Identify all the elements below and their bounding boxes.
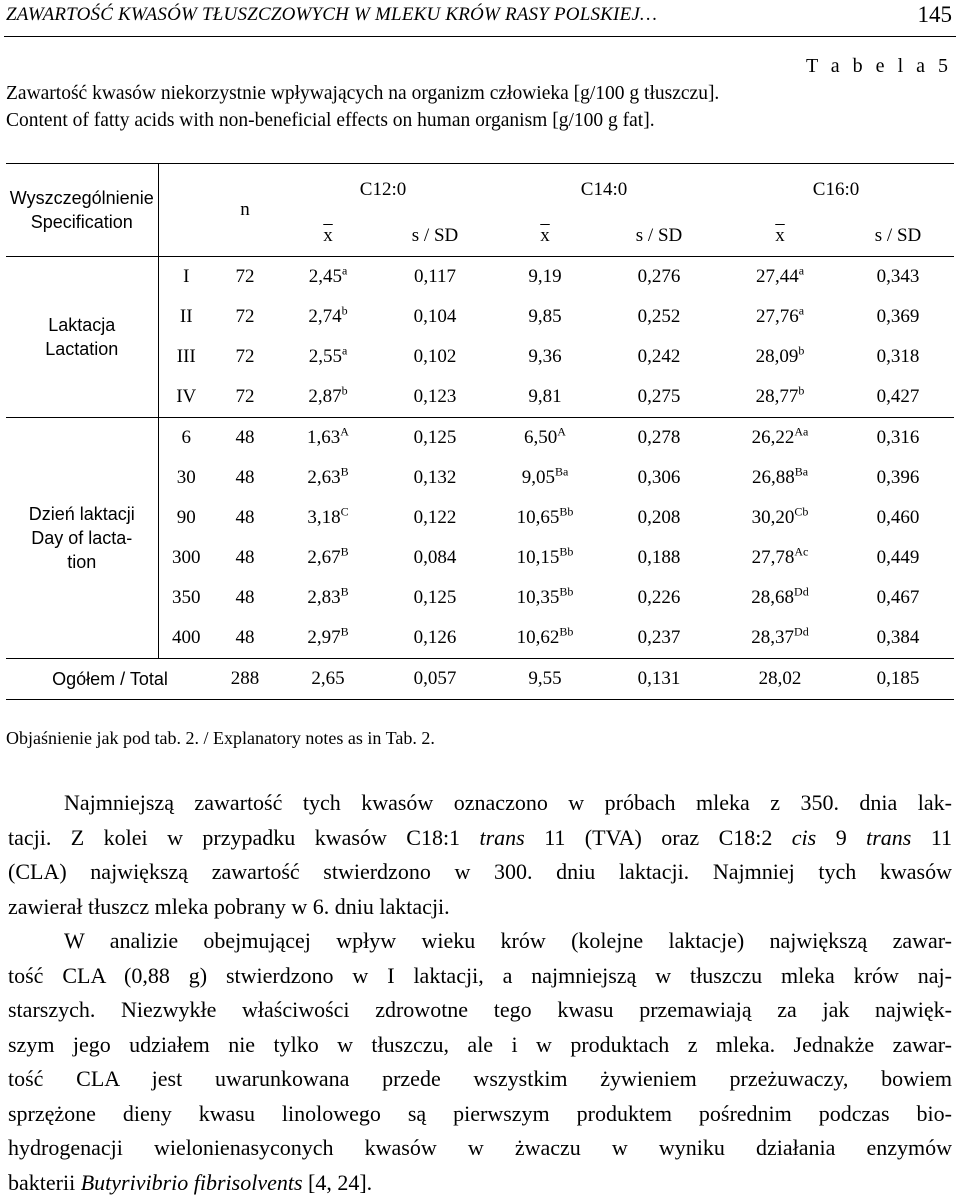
p1-line-1: Najmniejszą zawartość tych kwasów oznaczono w próbach mleka z 350. dnia lak-: [8, 786, 952, 821]
p1-line-2: tacji. Z kolei w przypadku kwasów C18:1 trans 11 (TVA) oraz C18:2 cis 9 trans 11: [8, 821, 952, 856]
c14-mean: $6,50^A$: [490, 418, 600, 459]
group-label-line: Laktacja: [48, 315, 115, 335]
row-n: 72: [214, 257, 276, 298]
significance-letter: Dd: [794, 585, 809, 599]
c12-sd: 0,123: [380, 377, 490, 418]
c12-mean: $1,63^A$: [276, 418, 380, 459]
row-key: 400: [158, 618, 214, 659]
total-c14-sd: 0,131: [600, 659, 718, 700]
row-n: 48: [214, 418, 276, 459]
significance-letter: B: [341, 625, 349, 639]
c16-mean: 27,44$^a$: [718, 257, 842, 298]
c16-sd: 0,343: [842, 257, 954, 298]
table-label: T a b e l a 5: [806, 55, 952, 78]
significance-letter: B: [341, 585, 349, 599]
row-key: 6: [158, 418, 214, 459]
table-note: Objaśnienie jak pod tab. 2. / Explanatory notes as in Tab. 2.: [6, 728, 435, 749]
c12-mean: 2,87$^b$: [276, 377, 380, 418]
row-key: 30: [158, 458, 214, 498]
c14-sd: 0,208: [600, 498, 718, 538]
c14-sd: 0,276: [600, 257, 718, 298]
spec-header: [6, 164, 158, 257]
c12-mean: $3,18^C$: [276, 498, 380, 538]
p2-line-3: starszych. Niezwykłe właściwości zdrowotne tego kwasu przemawiają za jak najwięk-: [8, 993, 952, 1028]
c14-sd: 0,188: [600, 538, 718, 578]
c14-sd: 0,275: [600, 377, 718, 418]
c16-mean: $26,88^{Ba}$: [718, 458, 842, 498]
data-table: [6, 163, 954, 700]
table-row: [6, 418, 954, 459]
c16-mean-header: $\overline{x}$: [718, 216, 842, 257]
significance-letter: b: [342, 384, 348, 398]
header-rule: [4, 36, 956, 37]
row-n: 48: [214, 618, 276, 659]
row-key: 90: [158, 498, 214, 538]
paragraph-1: [8, 786, 952, 924]
c14-mean: 9,19: [490, 257, 600, 298]
total-c14-mean: 9,55: [490, 659, 600, 700]
significance-letter: a: [799, 264, 804, 278]
c16-mean: $28,68^{Dd}$: [718, 578, 842, 618]
c12-mean: $2,97^B$: [276, 618, 380, 659]
total-c12-sd: 0,057: [380, 659, 490, 700]
p1-line-3: (CLA) największą zawartość stwierdzono w 300. dniu laktacji. Najmniej tych kwasów: [8, 855, 952, 890]
group-label-line: Lactation: [45, 339, 118, 359]
significance-letter: Bb: [559, 585, 573, 599]
c14-sd-header: s / SD: [600, 216, 718, 257]
group-label-line: Dzień laktacji: [29, 504, 135, 524]
significance-letter: A: [557, 425, 566, 439]
group-label-line: Day of lacta-: [31, 528, 132, 548]
total-c12-mean: 2,65: [276, 659, 380, 700]
running-title: ZAWARTOŚĆ KWASÓW TŁUSZCZOWYCH W MLEKU KRÓW RASY POLSKIEJ…: [6, 4, 657, 26]
c16-mean: 28,09$^b$: [718, 337, 842, 377]
significance-letter: a: [799, 304, 804, 318]
c14-mean: $10,62^{Bb}$: [490, 618, 600, 659]
c14-sd: 0,306: [600, 458, 718, 498]
c12-mean: 2,55$^a$: [276, 337, 380, 377]
c12-mean: $2,63^B$: [276, 458, 380, 498]
c14-header: C14:0: [490, 164, 718, 217]
c16-sd: 0,316: [842, 418, 954, 459]
total-c16-sd: 0,185: [842, 659, 954, 700]
c12-sd: 0,104: [380, 297, 490, 337]
row-n: 48: [214, 578, 276, 618]
table-head-row-1: [6, 164, 954, 217]
significance-letter: A: [340, 425, 349, 439]
day-of-lactation-group: [6, 418, 954, 659]
c14-mean: $9,05^{Ba}$: [490, 458, 600, 498]
c12-sd: 0,102: [380, 337, 490, 377]
significance-letter: a: [342, 344, 347, 358]
p2-line-8: bakterii Butyrivibrio fibrisolvents [4, 24].: [8, 1166, 952, 1200]
p1-line-4: zawierał tłuszcz mleka pobrany w 6. dniu laktacji.: [8, 890, 952, 925]
row-key: 300: [158, 538, 214, 578]
significance-letter: B: [341, 465, 349, 479]
significance-letter: Bb: [559, 505, 573, 519]
significance-letter: b: [342, 304, 348, 318]
significance-letter: Dd: [794, 625, 809, 639]
c16-mean: 28,77$^b$: [718, 377, 842, 418]
c12-sd: 0,122: [380, 498, 490, 538]
p2-line-5: tość CLA jest uwarunkowana przede wszystkim żywieniem przeżuwaczy, bowiem: [8, 1062, 952, 1097]
row-key: II: [158, 297, 214, 337]
row-n: 48: [214, 458, 276, 498]
n-header: n: [214, 164, 276, 257]
significance-letter: Ac: [794, 545, 808, 559]
c12-sd: 0,125: [380, 578, 490, 618]
c12-mean: 2,74$^b$: [276, 297, 380, 337]
significance-letter: Ba: [555, 465, 568, 479]
caption-pl: Zawartość kwasów niekorzystnie wpływających na organizm człowieka [g/100 g tłuszczu].: [6, 83, 719, 105]
c12-mean-header: $\overline{x}$: [276, 216, 380, 257]
significance-letter: Bb: [559, 545, 573, 559]
c16-sd: 0,318: [842, 337, 954, 377]
significance-letter: Aa: [794, 425, 808, 439]
c12-mean: 2,45$^a$: [276, 257, 380, 298]
p2-line-4: szym jego udziałem nie tylko w tłuszczu, ale i w produktach z mleka. Jednakże zawar-: [8, 1028, 952, 1063]
c12-sd: 0,084: [380, 538, 490, 578]
row-n: 48: [214, 498, 276, 538]
c16-sd: 0,427: [842, 377, 954, 418]
c12-sd: 0,132: [380, 458, 490, 498]
c12-header: C12:0: [276, 164, 490, 217]
c16-sd: 0,449: [842, 538, 954, 578]
row-n: 48: [214, 538, 276, 578]
paragraph-2: [8, 924, 952, 1200]
c14-mean: 9,36: [490, 337, 600, 377]
c16-sd: 0,384: [842, 618, 954, 659]
spec-header-en: Specification: [31, 212, 133, 232]
group-label: [6, 418, 158, 659]
c16-sd: 0,369: [842, 297, 954, 337]
c14-mean: $10,65^{Bb}$: [490, 498, 600, 538]
c14-mean: 9,81: [490, 377, 600, 418]
page-number: 145: [918, 2, 953, 28]
p2-line-1: W analizie obejmującej wpływ wieku krów (kolejne laktacje) największą zawar-: [8, 924, 952, 959]
c16-sd-header: s / SD: [842, 216, 954, 257]
significance-letter: Ba: [795, 465, 808, 479]
significance-letter: b: [798, 384, 804, 398]
c14-sd: 0,237: [600, 618, 718, 659]
row-n: 72: [214, 297, 276, 337]
total-label: Ogółem / Total: [6, 659, 214, 700]
significance-letter: C: [341, 505, 349, 519]
c16-header: C16:0: [718, 164, 954, 217]
c14-mean: 9,85: [490, 297, 600, 337]
total-c16-mean: 28,02: [718, 659, 842, 700]
significance-letter: B: [341, 545, 349, 559]
spec-header-pl: Wyszczególnienie: [10, 188, 154, 208]
c16-sd: 0,460: [842, 498, 954, 538]
c14-sd: 0,278: [600, 418, 718, 459]
caption-en: Content of fatty acids with non-beneficial effects on human organism [g/100 g fat].: [6, 110, 655, 132]
significance-letter: a: [342, 264, 347, 278]
row-key: III: [158, 337, 214, 377]
c16-mean: $26,22^{Aa}$: [718, 418, 842, 459]
total-n: 288: [214, 659, 276, 700]
c16-mean: 27,76$^a$: [718, 297, 842, 337]
significance-letter: b: [798, 344, 804, 358]
c12-sd: 0,117: [380, 257, 490, 298]
row-key: IV: [158, 377, 214, 418]
c14-mean: $10,35^{Bb}$: [490, 578, 600, 618]
p2-line-2: tość CLA (0,88 g) stwierdzono w I laktacji, a najmniejszą w tłuszczu mleka krów naj-: [8, 959, 952, 994]
c16-mean: $27,78^{Ac}$: [718, 538, 842, 578]
c12-sd: 0,125: [380, 418, 490, 459]
c12-mean: $2,83^B$: [276, 578, 380, 618]
c12-sd-header: s / SD: [380, 216, 490, 257]
c12-mean: $2,67^B$: [276, 538, 380, 578]
c14-mean-header: $\overline{x}$: [490, 216, 600, 257]
table-row: [6, 257, 954, 298]
significance-letter: Cb: [794, 505, 808, 519]
c14-sd: 0,242: [600, 337, 718, 377]
group-label-line: tion: [67, 552, 96, 572]
significance-letter: Bb: [559, 625, 573, 639]
group-label: [6, 257, 158, 418]
total-row: [6, 659, 954, 700]
c14-sd: 0,226: [600, 578, 718, 618]
c14-mean: $10,15^{Bb}$: [490, 538, 600, 578]
c16-sd: 0,396: [842, 458, 954, 498]
row-key: I: [158, 257, 214, 298]
c12-sd: 0,126: [380, 618, 490, 659]
c16-mean: $30,20^{Cb}$: [718, 498, 842, 538]
row-n: 72: [214, 377, 276, 418]
row-n: 72: [214, 337, 276, 377]
row-key: 350: [158, 578, 214, 618]
p2-line-6: sprzężone dieny kwasu linolowego są pierwszym produktem pośrednim podczas bio-: [8, 1097, 952, 1132]
c16-sd: 0,467: [842, 578, 954, 618]
c16-mean: $28,37^{Dd}$: [718, 618, 842, 659]
c14-sd: 0,252: [600, 297, 718, 337]
lactation-group: [6, 257, 954, 418]
p2-line-7: hydrogenacji wielonienasyconych kwasów w żwaczu w wyniku działania enzymów: [8, 1131, 952, 1166]
